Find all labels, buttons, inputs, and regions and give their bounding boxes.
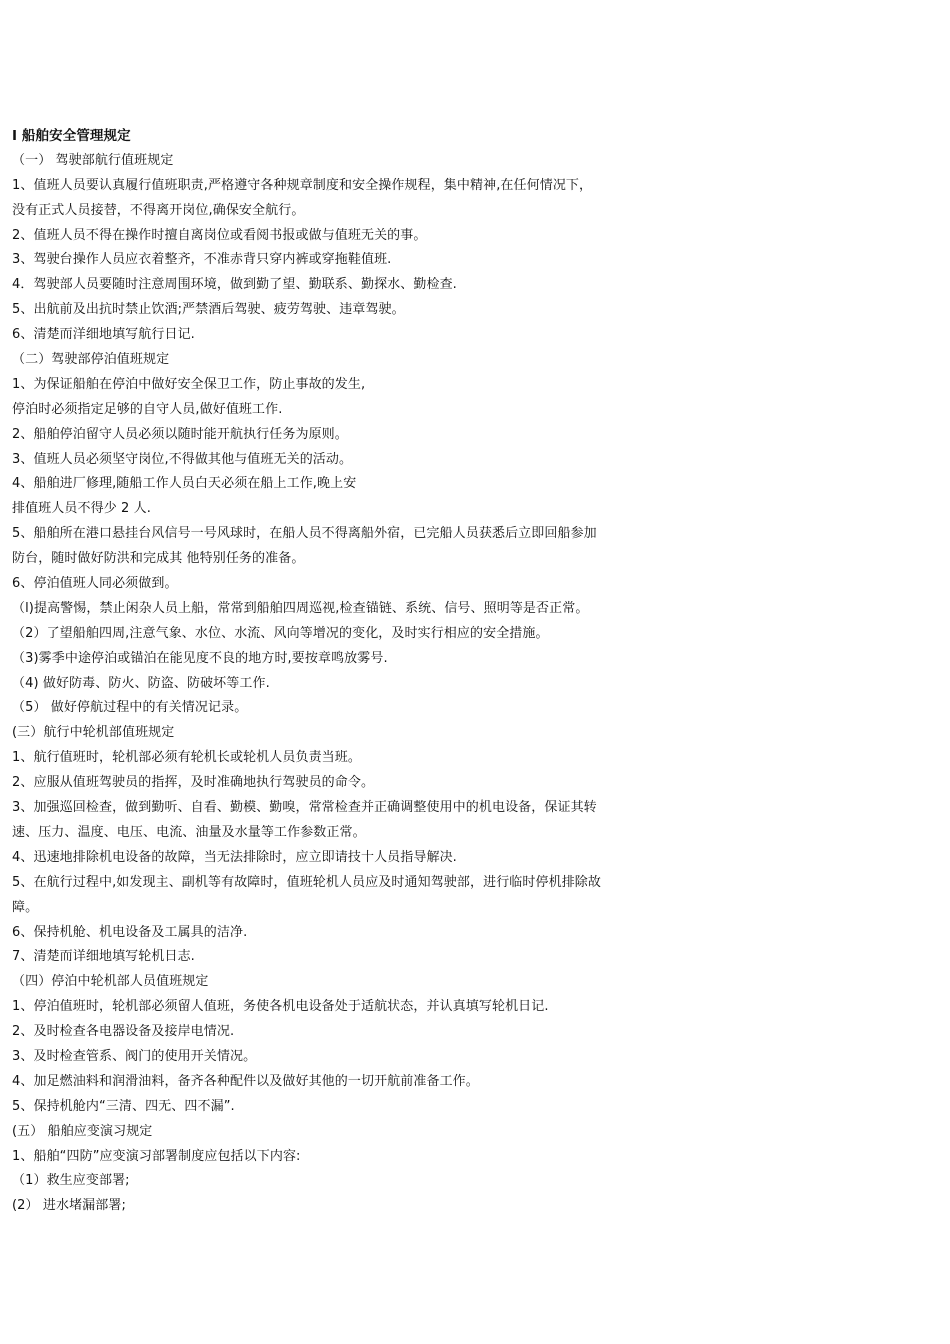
text-line: (2） 进水堵漏部署; xyxy=(12,1198,126,1214)
text-line: 防台，随时做好防洪和完成其 他特别任务的准备。 xyxy=(12,551,305,567)
text-line: （5） 做好停航过程中的有关情况记录。 xyxy=(12,700,248,716)
text-line: 1、航行值班时，轮机部必须有轮机长或轮机人员负责当班。 xyxy=(12,750,361,766)
text-line: 5、出航前及出抗时禁止饮酒;严禁酒后驾驶、疲劳驾驶、违章驾驶。 xyxy=(12,302,405,318)
text-line: 1、停泊值班时，轮机部必须留人值班，务使各机电设备处于适航状态，并认真填写轮机日记. xyxy=(12,999,549,1015)
text-line: （l)提高警惕，禁止闲杂人员上船，常常到船舶四周巡视,检查锚链、系统、信号、照明等是否正常。 xyxy=(12,600,589,616)
text-line: 3、驾驶台操作人员应衣着整齐，不准赤背只穿内裤或穿拖鞋值班. xyxy=(12,252,392,268)
text-line: 5、在航行过程中,如发现主、副机等有故障时，值班轮机人员应及时通知驾驶部，进行临时停机排除故 xyxy=(12,874,602,890)
text-line: 4、加足燃油料和润滑油料，备齐各种配件以及做好其他的一切开航前准备工作。 xyxy=(12,1073,479,1089)
text-line: 6、保持机舱、机电设备及工属具的洁净. xyxy=(12,924,248,940)
text-line: 2、值班人员不得在操作时擅自离岗位或看阅书报或做与值班无关的事。 xyxy=(12,227,427,243)
text-line: 障。 xyxy=(12,899,39,915)
text-line: 7、清楚而详细地填写轮机日志. xyxy=(12,949,195,965)
text-line: 5、船舶所在港口悬挂台风信号一号风球时，在船人员不得离船外宿，已完船人员获悉后立即回船参加 xyxy=(12,526,597,542)
text-line: (五） 船舶应变演习规定 xyxy=(12,1123,153,1139)
text-line: 排值班人员不得少 2 人. xyxy=(12,501,151,517)
text-line: 3、及时检查管系、阀门的使用开关情况。 xyxy=(12,1048,257,1064)
document-title: I 船舶安全管理规定 xyxy=(12,128,131,144)
text-line: 2、应服从值班驾驶员的指挥，及时准确地执行驾驶员的命令。 xyxy=(12,775,375,791)
text-line: （4) 做好防毒、防火、防盗、防破坏等工作. xyxy=(12,675,270,691)
text-line: 速、压力、温度、电压、电流、油量及水量等工作参数正常。 xyxy=(12,824,366,840)
text-line: （一） 驾驶部航行值班规定 xyxy=(12,152,174,168)
text-line: 1、船舶“四防”应变演习部署制度应包括以下内容: xyxy=(12,1148,301,1164)
text-line: 6、清楚而洋细地填写航行日记. xyxy=(12,327,195,343)
text-line: 5、保持机舱内“三清、四无、四不漏”. xyxy=(12,1098,235,1114)
text-line: 1、值班人员要认真履行值班职责,严格遵守各种规章制度和安全操作规程，集中精神,在任何情况下， xyxy=(12,177,593,193)
text-line: 4、船舶进厂修理,随船工作人员白天必须在船上工作,晚上安 xyxy=(12,476,357,492)
text-line: (三）航行中轮机部值班规定 xyxy=(12,725,175,741)
text-line: 4．驾驶部人员要随时注意周围环境，做到勤了望、勤联系、勤探水、勤检查. xyxy=(12,277,457,293)
text-line: 1、为保证船舶在停泊中做好安全保卫工作，防止事故的发生, xyxy=(12,376,366,392)
text-line: 2、船舶停泊留守人员必须以随时能开航执行任务为原则。 xyxy=(12,426,348,442)
text-line: （二）驾驶部停泊值班规定 xyxy=(12,352,170,368)
text-line: （3)雾季中途停泊或锚泊在能见度不良的地方时,要按章鸣放雾号. xyxy=(12,650,388,666)
document-body xyxy=(12,124,672,1219)
text-line: 6、停泊值班人同必须做到。 xyxy=(12,576,178,592)
text-line: （1）救生应变部署; xyxy=(12,1173,130,1189)
text-line: 2、及时检查各电器设备及接岸电情况. xyxy=(12,1024,235,1040)
text-line: 没有正式人员接替，不得离开岗位,确保安全航行。 xyxy=(12,202,305,218)
text-line: （四）停泊中轮机部人员值班规定 xyxy=(12,974,209,990)
text-line: 3、加强巡回检查，做到勤听、自看、勤模、勤嗅，常常检查并正确调整使用中的机电设备，保证其转 xyxy=(12,800,597,816)
text-line: （2）了望船舶四周,注意气象、水位、水流、风向等增况的变化，及时实行相应的安全措施。 xyxy=(12,625,549,641)
text-line: 停泊时必须指定足够的自守人员,做好值班工作. xyxy=(12,401,283,417)
text-line: 4、迅速地排除机电设备的故障，当无法排除时，应立即请技十人员指导解决. xyxy=(12,849,457,865)
text-line: 3、值班人员必须坚守岗位,不得做其他与值班无关的活动。 xyxy=(12,451,353,467)
